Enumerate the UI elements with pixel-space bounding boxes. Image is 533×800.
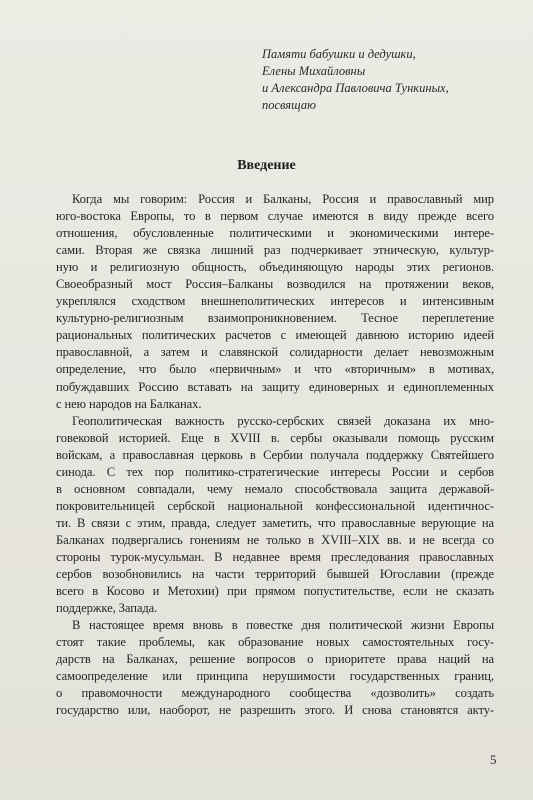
text-line: Балканах подвергались гонениям не только в XVIII–XIX вв. и не всегда со — [56, 532, 494, 547]
text-line: рациональных политических расчетов с имеющей давнюю историю идеей — [56, 328, 494, 343]
dedication-line: Елены Михайловны — [262, 64, 366, 78]
text-line: в основном совпадали, чему немало способствовала защита державой- — [56, 481, 494, 496]
text-line: говековой историей. Еще в XVIII в. сербы оказывали помощь русским — [56, 430, 494, 445]
text-line: сербов возобновились на части территорий бывшей Югославии (прежде — [56, 567, 494, 582]
dedication — [262, 46, 512, 114]
page-number: 5 — [490, 752, 497, 767]
text-line: Своеобразный мост Россия–Балканы возводился на протяжении веков, — [56, 277, 494, 292]
text-line: поддержке, Запада. — [56, 601, 158, 616]
text-line: Когда мы говорим: Россия и Балканы, Россия и православный мир — [72, 192, 494, 206]
dedication-line: посвящаю — [262, 98, 316, 112]
text-line: укреплялся сходством внешнеполитических интересов и интенсивным — [56, 294, 494, 309]
text-line: о правомочности международного сообщества «дозволить» создать — [56, 686, 494, 701]
text-line: с нею народов на Балканах. — [56, 396, 202, 411]
text-line: покровительницей сербской национальной конфессиональной идентичнос- — [56, 498, 494, 513]
text-line: культурно-религиозным взаимопроникновением. Тесное переплетение — [56, 311, 494, 326]
text-line: войскам, а православная церковь в Сербии получала поддержку Святейшего — [56, 447, 494, 462]
text-line: всего в Косово и Метохии) при прямом попустительстве, если не сказать — [56, 584, 494, 599]
text-line: дарств на Балканах, решение вопросов о приоритете права наций на — [56, 652, 494, 667]
text-line: юго-востока Европы, то в первом случае имеются в виду прежде всего — [56, 209, 494, 224]
text-line: государство или, наоборот, не разрешить этого. И снова становятся акту- — [56, 703, 494, 718]
text-line: стоят такие проблемы, как образование новых самостоятельных госу- — [56, 635, 494, 650]
text-line: определение, что было «первичным» и что «вторичным» в мотивах, — [56, 362, 494, 377]
text-line: самоопределение или принципа нерушимости государственных границ, — [56, 669, 494, 684]
text-line: побуждавших Россию вставать на защиту единоверных и единоплеменных — [56, 379, 494, 394]
body-text — [56, 191, 494, 719]
dedication-line: и Александра Павловича Тункиных, — [262, 81, 449, 95]
text-line: стороны турок-мусульман. В недавнее время преследования православных — [56, 549, 494, 564]
text-line: сами. Вторая же связка лишний раз подчеркивает этническую, культур- — [56, 243, 494, 258]
chapter-title: Введение — [237, 158, 296, 173]
dedication-line: Памяти бабушки и дедушки, — [262, 47, 416, 61]
text-line: православной, а затем и славянской солидарности делает невозможным — [56, 345, 494, 360]
text-line: синода. С тех пор политико-стратегические интересы России и сербов — [56, 464, 494, 479]
text-line: ную и религиозную общность, объединяющую народы этих регионов. — [56, 260, 494, 275]
text-line: Геополитическая важность русско-сербских связей доказана их мно- — [72, 413, 494, 428]
text-line: В настоящее время вновь в повестке дня политической жизни Европы — [72, 618, 494, 633]
text-line: ти. В связи с этим, правда, следует заметить, что православные верующие на — [56, 515, 494, 530]
text-line: отношения, обусловленные политическими и экономическими интере- — [56, 226, 494, 241]
